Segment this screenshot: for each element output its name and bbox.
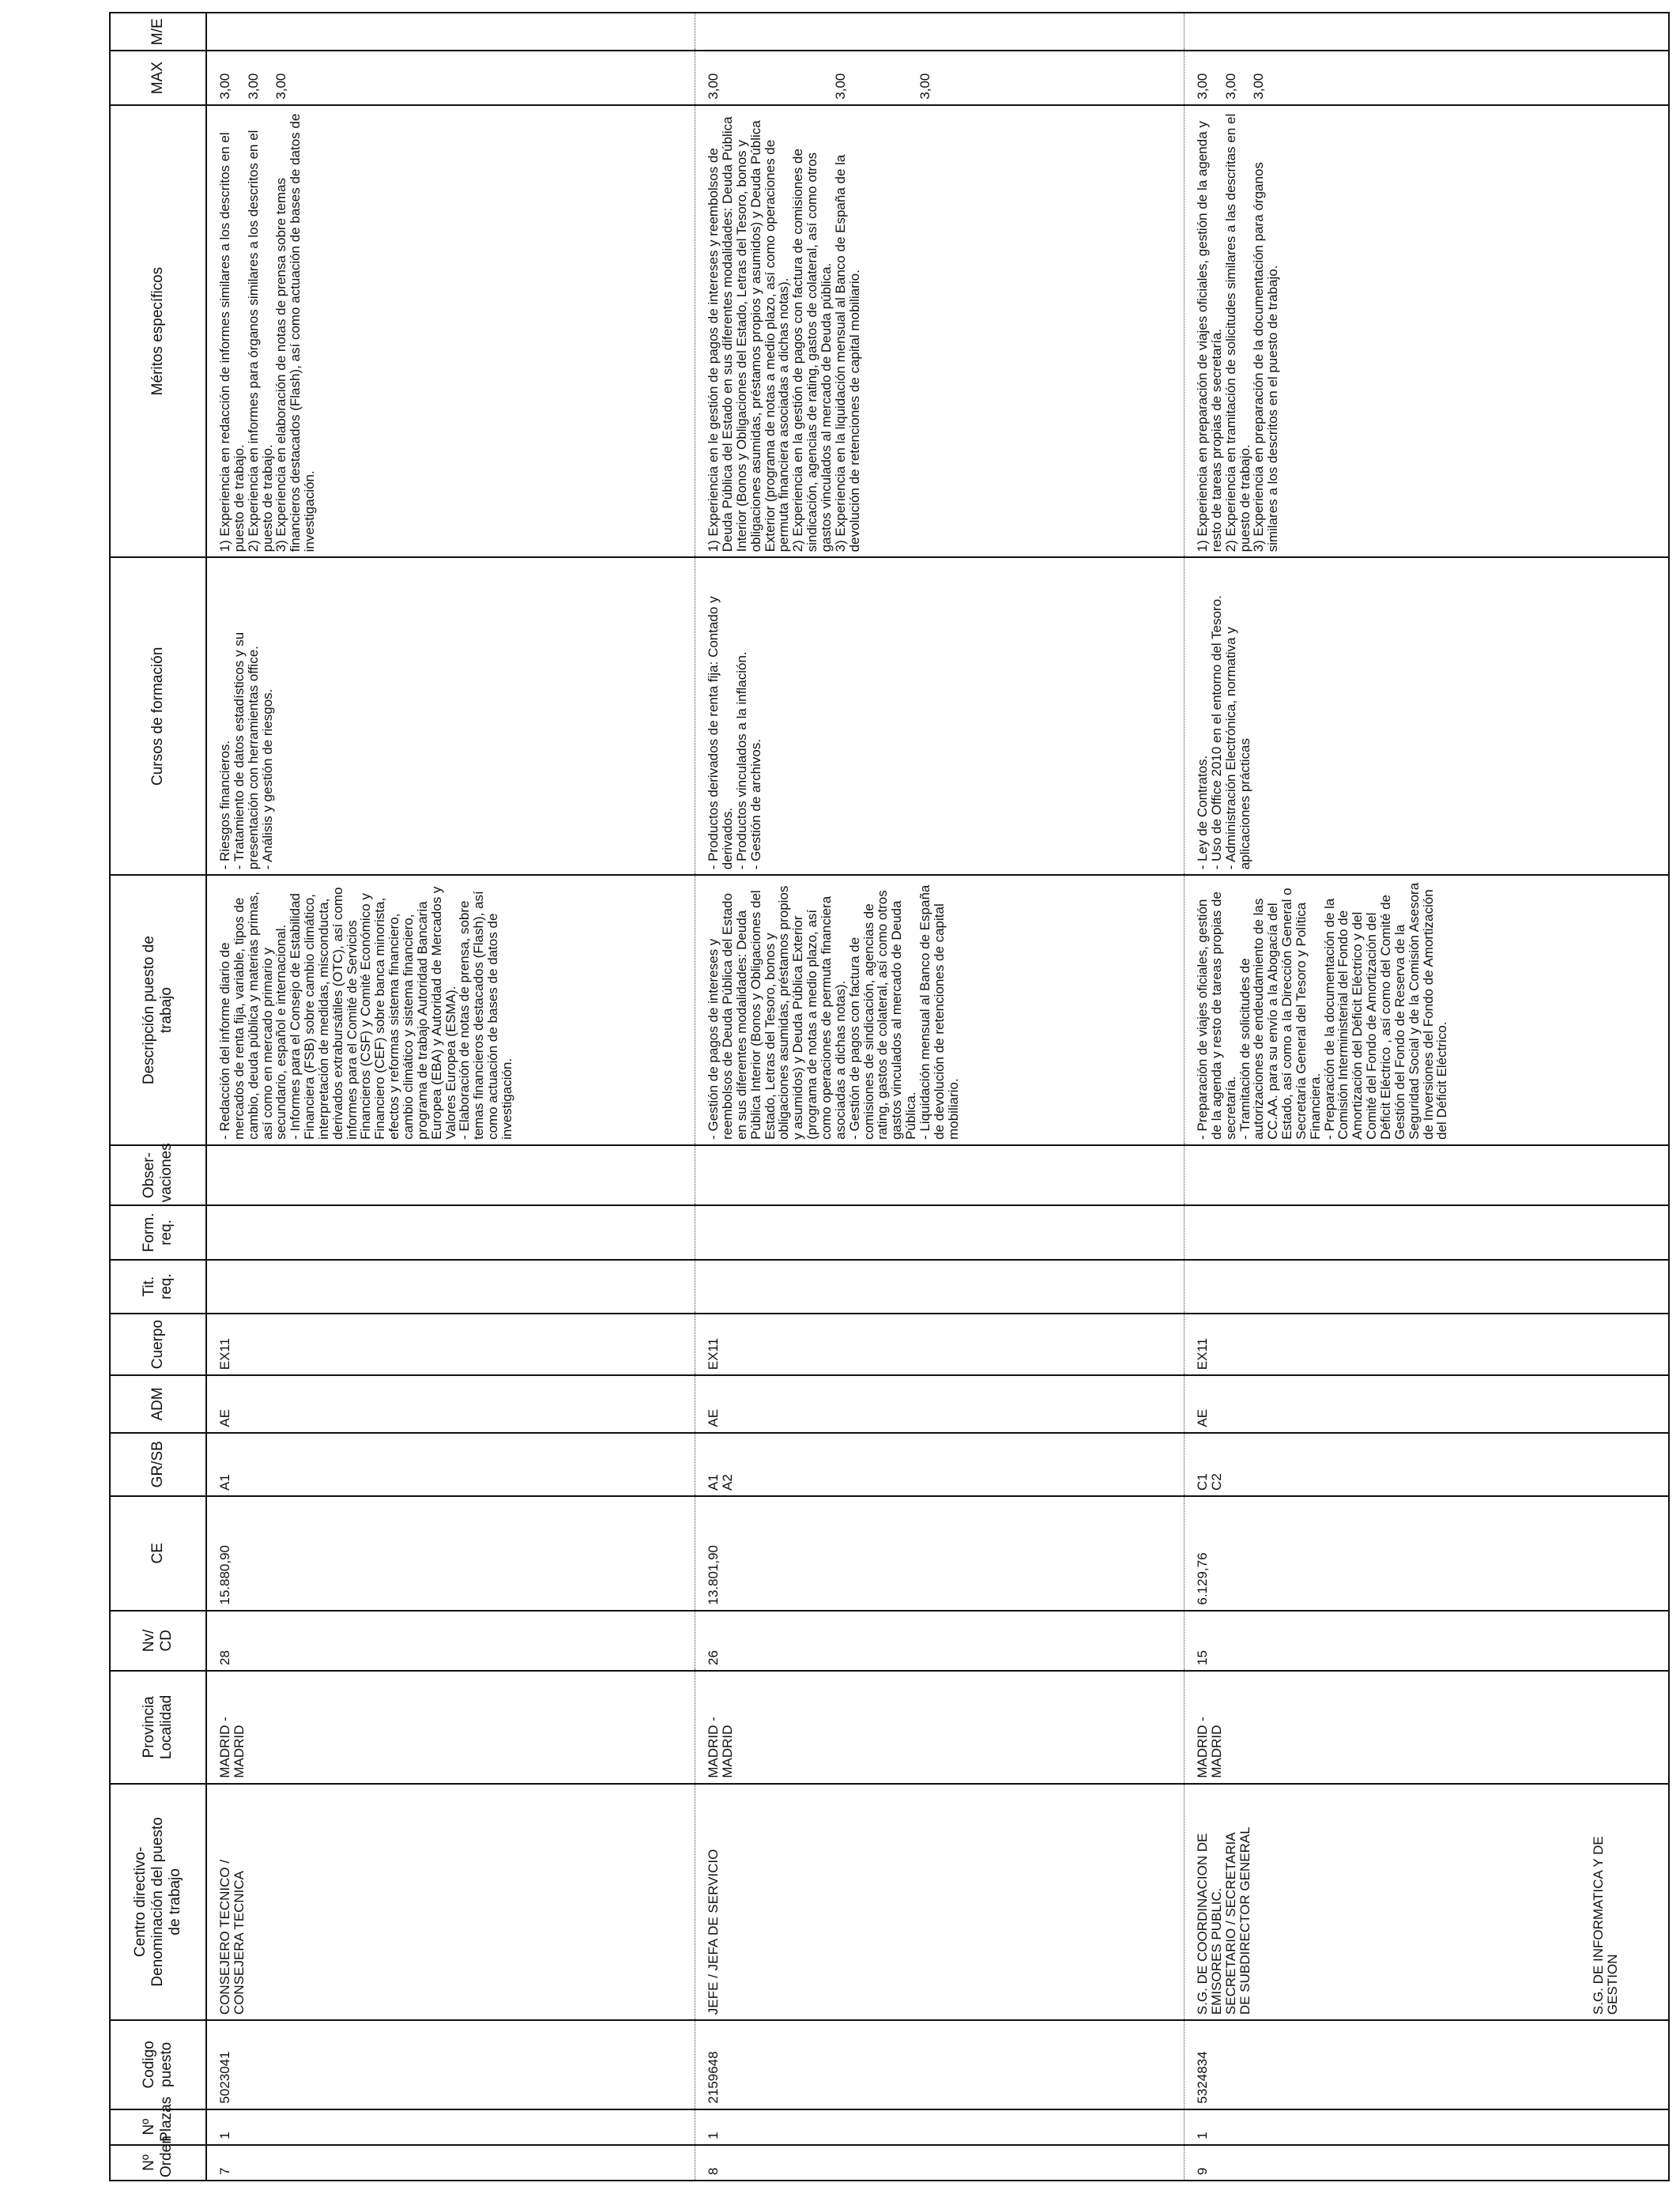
cell-titulacion (206, 1260, 695, 1314)
table-row (1185, 13, 1669, 2181)
job-positions-table (109, 12, 1670, 2181)
cell-provincia: MADRID - MADRID (695, 1671, 1185, 1784)
cell-meritos: 1) Experiencia en le gestión de pagos de intereses y reembolsos de Deuda Pública del Estado en sus diferentes modalidades: Deuda Pública Interior (Bonos y Obligaciones del Estado, Letras del Tesoro, bonos y obligaciones asumidas, préstamos propios y asumidos) y Deuda Pública Exterior (programa de notas a medio plazo, así como operaciones de permuta financiera asociadas a dichas notas). 2) Experiencia en la gestión de pagos con factura de comisiones de sindicación, agencias de rating, gastos de colateral, así como otros gastos vinculados al mercado de Deuda pública. 3) Experiencia en la liquidación mensual al Banco de España de la devolución de retenciones de capital mobiliario. (695, 105, 1185, 558)
header-adm: ADM (110, 1375, 206, 1432)
header-nivel: Nv/ CD (110, 1611, 206, 1671)
cell-codigo: 5023041 (206, 2020, 695, 2109)
cell-cursos: - Ley de Contratos. - Uso de Office 2010 en el entorno del Tesoro. - Administración Electrónica, normativa y aplicaciones prácticas (1185, 557, 1669, 875)
header-codigo: Codigo puesto (110, 2020, 206, 2109)
header-meritos: Méritos específicos (110, 105, 206, 558)
cell-grupo: A1 A2 (695, 1433, 1185, 1496)
cell-centro (1185, 1784, 1669, 2020)
table-row (206, 13, 695, 2181)
cell-titulacion (1185, 1260, 1669, 1314)
cell-nivel: 28 (206, 1611, 695, 1671)
cell-max: 3,00 3,00 3,00 (206, 51, 695, 104)
header-observaciones: Obser- vaciones (110, 1145, 206, 1205)
cell-formacion (1185, 1205, 1669, 1259)
cell-orden: 7 (206, 2145, 695, 2181)
header-plazas: Nº Plazas (110, 2109, 206, 2145)
cell-observaciones (1185, 1145, 1669, 1205)
header-row (110, 13, 206, 2181)
rotated-page (109, 12, 1670, 2181)
cell-orden: 8 (695, 2145, 1185, 2181)
sub-unit-heading: S.G. DE INFORMATICA Y DE GESTION (1591, 1836, 1621, 2015)
cell-formacion (695, 1205, 1185, 1259)
cell-meritos: 1) Experiencia en preparación de viajes oficiales, gestión de la agenda y resto de tareas propias de secretaría. 2) Experiencia en tramitación de solicitudes similares a las descritas en el puesto de trabajo. 3) Experiencia en preparación de la documentación para órganos similares a los descritos en el puesto de trabajo. (1185, 105, 1669, 558)
cell-adm: AE (695, 1375, 1185, 1432)
cell-titulacion (695, 1260, 1185, 1314)
cell-me (206, 13, 695, 51)
header-orden: Nº Orden (110, 2145, 206, 2181)
cell-provincia: MADRID - MADRID (1185, 1671, 1669, 1784)
cell-ce: 13.801,90 (695, 1496, 1185, 1611)
cell-centro (695, 1784, 1185, 2020)
header-formacion: Form. req. (110, 1205, 206, 1259)
header-provincia: Provincia Localidad (110, 1671, 206, 1784)
cell-grupo: A1 (206, 1433, 695, 1496)
header-max: MAX (110, 51, 206, 104)
cell-provincia: MADRID - MADRID (206, 1671, 695, 1784)
header-me: M/E (110, 13, 206, 51)
cell-cuerpo: EX11 (206, 1314, 695, 1375)
cell-descripcion: - Gestión de pagos de intereses y reembolsos de Deuda Pública del Estado en sus diferentes modalidades: Deuda Pública Interior (Bonos y Obligaciones del Estado, Letras del Tesoro, bonos y obligaciones asumidas, préstamos propios y asumidos) y Deuda Pública Exterior (programa de notas a medio plazo, así como operaciones de permuta financiera asociadas a dichas notas). - Gestión de pagos con factura de comisiones de sindicación, agencias de rating, gastos de colateral, así como otros gastos vinculados al mercado de Deuda Pública. - Liquidación mensual al Banco de España de devolución de retenciones de capital mobiliario. (695, 875, 1185, 1145)
cell-centro (206, 1784, 695, 2020)
cell-me (1185, 13, 1669, 51)
cell-plazas: 1 (206, 2109, 695, 2145)
cell-grupo: C1 C2 (1185, 1433, 1669, 1496)
cell-plazas: 1 (695, 2109, 1185, 2145)
header-centro: Centro directivo- Denominación del puesto de trabajo (110, 1784, 206, 2020)
cell-observaciones (206, 1145, 695, 1205)
cell-cuerpo: EX11 (695, 1314, 1185, 1375)
cell-codigo: 5324834 (1185, 2020, 1669, 2109)
cell-max: 3,00 3,00 3,00 (1185, 51, 1669, 104)
header-cuerpo: Cuerpo (110, 1314, 206, 1375)
cell-cursos: - Productos derivados de renta fija: Contado y derivados. - Productos vinculados a la inflación. - Gestión de archivos. (695, 557, 1185, 875)
sub-unit-heading: S.G. DE COORDINACION DE EMISORES PUBLIC. (1195, 1833, 1224, 2015)
header-descripcion: Descripción puesto de trabajo (110, 875, 206, 1145)
cell-ce: 15.880,90 (206, 1496, 695, 1611)
header-ce: CE (110, 1496, 206, 1611)
table-row (695, 13, 1185, 2181)
position-title: CONSEJERO TECNICO / CONSEJERA TECNICA (217, 1859, 247, 2015)
cell-cuerpo: EX11 (1185, 1314, 1669, 1375)
header-grupo: GR/SB (110, 1433, 206, 1496)
cell-max: 3,00 3,00 3,00 (695, 51, 1185, 104)
cell-codigo: 2159648 (695, 2020, 1185, 2109)
cell-plazas: 1 (1185, 2109, 1669, 2145)
cell-me (695, 13, 1185, 51)
cell-orden: 9 (1185, 2145, 1669, 2181)
cell-ce: 6.129,76 (1185, 1496, 1669, 1611)
cell-descripcion: - Redacción del informe diario de mercados de renta fija, variable, tipos de cambio, deuda pública y materias primas, así como en mercado primario y secundario, español e internacional. - Informes para el Consejo de Estabilidad Financiera (FSB) sobre cambio climático, interpretación de medidas, misconducta, derivados extrabursátiles (OTC), así como informes para el Comité de Servicios Financieros (CSF) y Comité Económico y Financiero (CEF) sobre banca minorista, efectos y reformas sistema financiero, cambio climático y sistema financiero, programa de trabajo Autoridad Bancaria Europea (EBA) y Autoridad de Mercados y Valores Europea (ESMA). - Elaboración de notas de prensa, sobre temas financieros destacados (Flash), así como actuación de bases de datos de investigación. (206, 875, 695, 1145)
cell-formacion (206, 1205, 695, 1259)
cell-adm: AE (1185, 1375, 1669, 1432)
cell-nivel: 26 (695, 1611, 1185, 1671)
position-title: SECRETARIO / SECRETARIA DE SUBDIRECTOR GENERAL (1222, 1826, 1252, 2015)
header-titulacion: Tit. req. (110, 1260, 206, 1314)
cell-descripcion: - Preparación de viajes oficiales, gestión de la agenda y resto de tareas propias de secretaría. - Tramitación de solicitudes de autorizaciones de endeudamiento de las CC.AA. para su envío a la Abogacía del Estado, así como a la Dirección General o Secretaría General del Tesoro y Política Financiera. - Preparación de la documentación de la Comisión Interministerial del Fondo de Amortización del Déficit Eléctrico y del Comité del Fondo de Amortización del Déficit Eléctrico , así como del Comité de Gestión del Fondo de Reserva de la Seguridad Social y de la Comisión Asesora de Inversiones del Fondo de Amortización del Déficit Eléctrico. (1185, 875, 1669, 1145)
cell-adm: AE (206, 1375, 695, 1432)
header-cursos: Cursos de formación (110, 557, 206, 875)
position-title: JEFE / JEFA DE SERVICIO (706, 1849, 721, 2015)
cell-meritos: 1) Experiencia en redacción de informes similares a los descritos en el puesto de trabajo. 2) Experiencia en informes para órganos similares a los descritos en el puesto de trabajo. 3) Experiencia en elaboración de notas de prensa sobre temas financieros destacados (Flash), así como actuación de bases de datos de investigación. (206, 105, 695, 558)
cell-nivel: 15 (1185, 1611, 1669, 1671)
cell-observaciones (695, 1145, 1185, 1205)
cell-cursos: - Riesgos financieros. - Tratamiento de datos estadísticos y su presentación con herramientas office. - Análisis y gestión de riesgos. (206, 557, 695, 875)
